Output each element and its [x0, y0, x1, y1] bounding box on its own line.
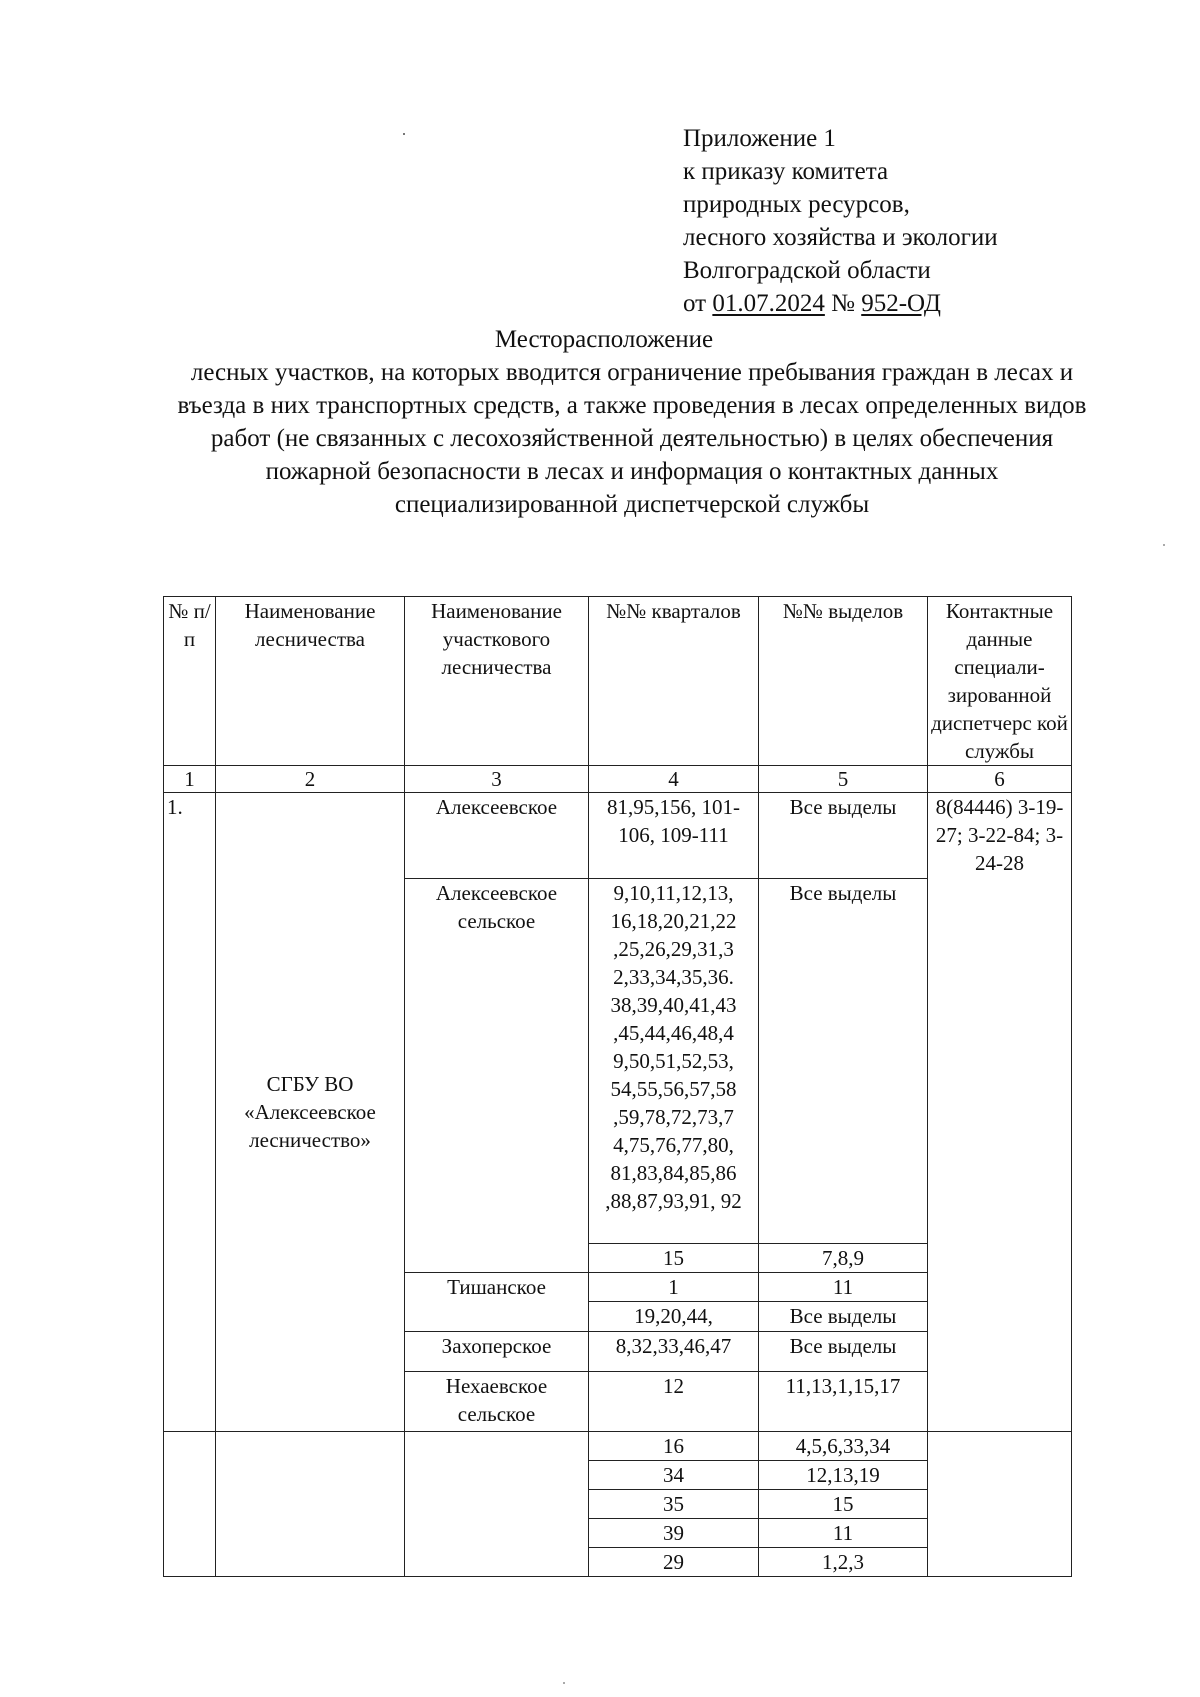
- sections-cell: 7,8,9: [759, 1244, 928, 1273]
- header-row: [164, 597, 1072, 766]
- appendix-line: лесного хозяйства и экологии: [683, 224, 998, 251]
- table-row: [164, 1432, 1072, 1461]
- column-number: 3: [405, 766, 589, 793]
- sections-cell: 4,5,6,33,34: [759, 1432, 928, 1461]
- scan-speck: [403, 133, 405, 135]
- column-number: 5: [759, 766, 928, 793]
- scan-speck: [563, 1682, 565, 1684]
- quarters-cell: 12: [589, 1372, 759, 1432]
- sections-cell: Все выделы: [759, 879, 928, 1244]
- contact-data: 8(84446) 3-19-27; 3-22-84; 3-24-28: [928, 793, 1072, 1432]
- from-label: от: [683, 290, 707, 317]
- district-name: Тишанское: [405, 1273, 589, 1332]
- appendix-line: Приложение 1: [683, 125, 836, 152]
- sections-cell: Все выделы: [759, 793, 928, 879]
- quarters-cell: 35: [589, 1490, 759, 1519]
- sections-cell: Все выделы: [759, 1302, 928, 1332]
- empty-cell: [216, 1432, 405, 1577]
- district-name: Алексеевское сельское: [405, 879, 589, 1273]
- sections-cell: 11,13,1,15,17: [759, 1372, 928, 1432]
- header-cell: Контактные данные специали-зированной диспетчерс кой службы: [928, 597, 1072, 766]
- quarters-cell: 81,95,156, 101-106, 109-111: [589, 793, 759, 879]
- quarters-cell: 9,10,11,12,13, 16,18,20,21,22 ,25,26,29,31,3 2,33,34,35,36. 38,39,40,41,43 ,45,44,46,48,4 9,50,51,52,53, 54,55,56,57,58 ,59,78,72,73,7 4,75,76,77,80, 81,83,84,85,86 ,88,87,93,91, 92: [589, 879, 759, 1244]
- sections-cell: Все выделы: [759, 1332, 928, 1372]
- document-subtitle: лесных участков, на которых вводится ограничение пребывания граждан в лесах и въезда в них транспортных средств, а также проведения в лесах определенных видов работ (не связанных с лесохозяйственной деятельностью) в целях обеспечения пожарной безопасности в лесах и информация о контактных данных специализированной диспетчерской службы: [177, 359, 1087, 518]
- sections-cell: 11: [759, 1273, 928, 1302]
- forestry-name: СГБУ ВО «Алексеевское лесничество»: [216, 793, 405, 1432]
- sections-cell: 12,13,19: [759, 1461, 928, 1490]
- order-date: 01.07.2024: [712, 290, 825, 317]
- column-number: 6: [928, 766, 1072, 793]
- header-cell: Наименование лесничества: [216, 597, 405, 766]
- header-cell: №№ кварталов: [589, 597, 759, 766]
- sections-cell: 15: [759, 1490, 928, 1519]
- appendix-line: к приказу комитета: [683, 158, 889, 185]
- quarters-cell: 19,20,44,: [589, 1302, 759, 1332]
- table-row: [164, 793, 1072, 879]
- header-cell: № п/п: [164, 597, 216, 766]
- empty-cell: [928, 1432, 1072, 1577]
- district-name: Захоперское: [405, 1332, 589, 1372]
- quarters-cell: 1: [589, 1273, 759, 1302]
- column-number: 2: [216, 766, 405, 793]
- quarters-cell: 8,32,33,46,47: [589, 1332, 759, 1372]
- quarters-cell: 15: [589, 1244, 759, 1273]
- column-number-row: [164, 766, 1072, 793]
- empty-cell: [164, 1432, 216, 1577]
- header-cell: Наименование участкового лесничества: [405, 597, 589, 766]
- quarters-cell: 16: [589, 1432, 759, 1461]
- district-name: Нехаевское сельское: [405, 1372, 589, 1432]
- order-number: 952-ОД: [861, 290, 941, 317]
- quarters-cell: 39: [589, 1519, 759, 1548]
- district-name: Алексеевское: [405, 793, 589, 879]
- appendix-line: природных ресурсов,: [683, 191, 910, 218]
- sections-cell: 1,2,3: [759, 1548, 928, 1577]
- number-sign: №: [831, 290, 855, 317]
- row-number: 1.: [164, 793, 216, 1432]
- quarters-cell: 34: [589, 1461, 759, 1490]
- scan-speck: [1163, 544, 1165, 546]
- sections-cell: 11: [759, 1519, 928, 1548]
- column-number: 4: [589, 766, 759, 793]
- empty-cell: [405, 1432, 589, 1577]
- appendix-line: Волгоградской области: [683, 257, 931, 284]
- appendix-block: [683, 122, 998, 320]
- order-reference: [683, 287, 998, 320]
- header-cell: №№ выделов: [759, 597, 928, 766]
- quarters-cell: 29: [589, 1548, 759, 1577]
- forest-plots-table: [163, 596, 1072, 1577]
- column-number: 1: [164, 766, 216, 793]
- document-title: Месторасположение: [494, 326, 714, 353]
